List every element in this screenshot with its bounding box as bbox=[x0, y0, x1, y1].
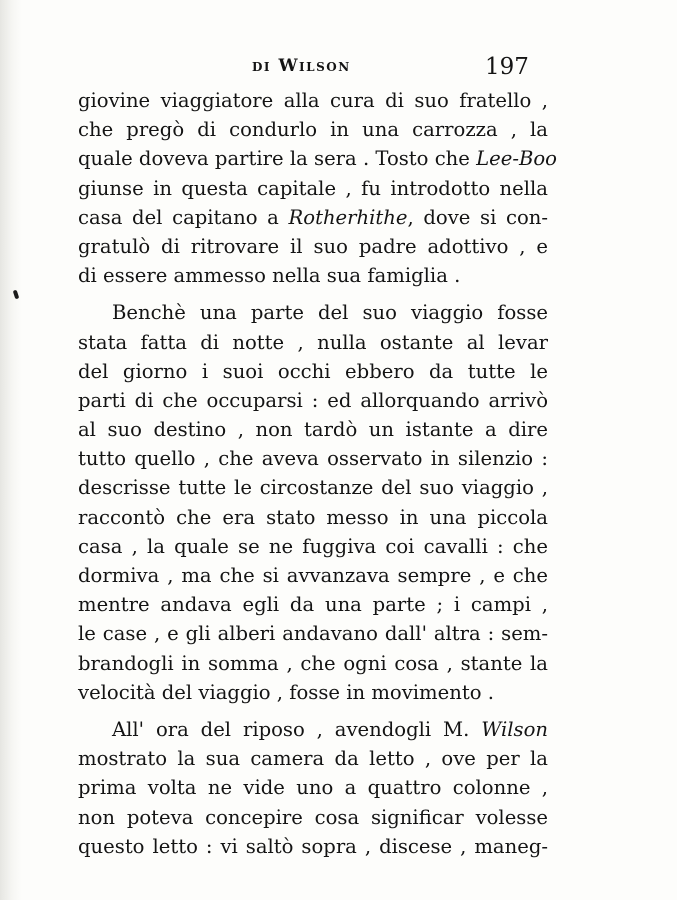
running-head: di Wilson bbox=[252, 56, 351, 76]
text-line: mentre andava egli da una parte ; i campi , bbox=[78, 593, 548, 617]
proper-name-italic: Lee-Boo bbox=[476, 147, 557, 171]
proper-name-italic: Wilson bbox=[481, 717, 548, 741]
page-header bbox=[0, 54, 677, 84]
place-name-italic: Rotherhithe bbox=[288, 205, 408, 229]
text-line: dormiva , ma che si avvanzava sempre , e che bbox=[78, 564, 548, 587]
text-line: giunse in questa capitale , fu introdotto nella bbox=[78, 176, 548, 200]
text-line: del giorno i suoi occhi ebbero da tutte le bbox=[78, 359, 548, 383]
text-line: quale doveva partire la sera . Tosto che Lee-Boo bbox=[78, 147, 557, 171]
text-line: casa , la quale se ne fuggiva coi cavalli : che bbox=[78, 534, 548, 558]
text-line: brandogli in somma , che ogni cosa , stante la bbox=[78, 651, 548, 675]
text-line: giovine viaggiatore alla cura di suo fratello , bbox=[78, 89, 548, 112]
page-number: 197 bbox=[485, 54, 529, 80]
text-line: tutto quello , che aveva osservato in silenzio : bbox=[78, 447, 548, 471]
text-line: le case , e gli alberi andavano dall' altra : sem- bbox=[78, 622, 548, 646]
body-text bbox=[78, 86, 557, 861]
text-line: non poteva concepire cosa significar volesse bbox=[78, 805, 548, 829]
text-line: prima volta ne vide uno a quattro colonne , bbox=[78, 776, 548, 800]
text-line: gratulò di ritrovare il suo padre adottivo , e bbox=[78, 234, 548, 258]
text-line: di essere ammesso nella sua famiglia . bbox=[78, 264, 461, 288]
text-line: descrisse tutte le circostanze del suo viaggio , bbox=[78, 476, 548, 500]
text-line: velocità del viaggio , fosse in movimento . bbox=[78, 680, 494, 704]
text-line: parti di che occuparsi : ed allorquando arrivò bbox=[78, 388, 548, 412]
text-line: al suo destino , non tardò un istante a dire bbox=[78, 418, 548, 442]
page-gutter-shadow bbox=[0, 0, 22, 900]
text-line: questo letto : vi saltò sopra , discese , maneg- bbox=[78, 834, 548, 858]
text-line: Benchè una parte del suo viaggio fosse bbox=[112, 301, 548, 325]
text-line: stata fatta di notte , nulla ostante al levar bbox=[78, 330, 548, 354]
text-line: All' ora del riposo , avendogli M. Wilson bbox=[112, 717, 548, 741]
text-line: che pregò di condurlo in una carrozza , la bbox=[78, 118, 548, 142]
text-line: casa del capitano a Rotherhithe, dove si con- bbox=[78, 205, 549, 229]
text-line: raccontò che era stato messo in una piccola bbox=[78, 505, 548, 529]
text-line: mostrato la sua camera da letto , ove per la bbox=[78, 747, 548, 771]
